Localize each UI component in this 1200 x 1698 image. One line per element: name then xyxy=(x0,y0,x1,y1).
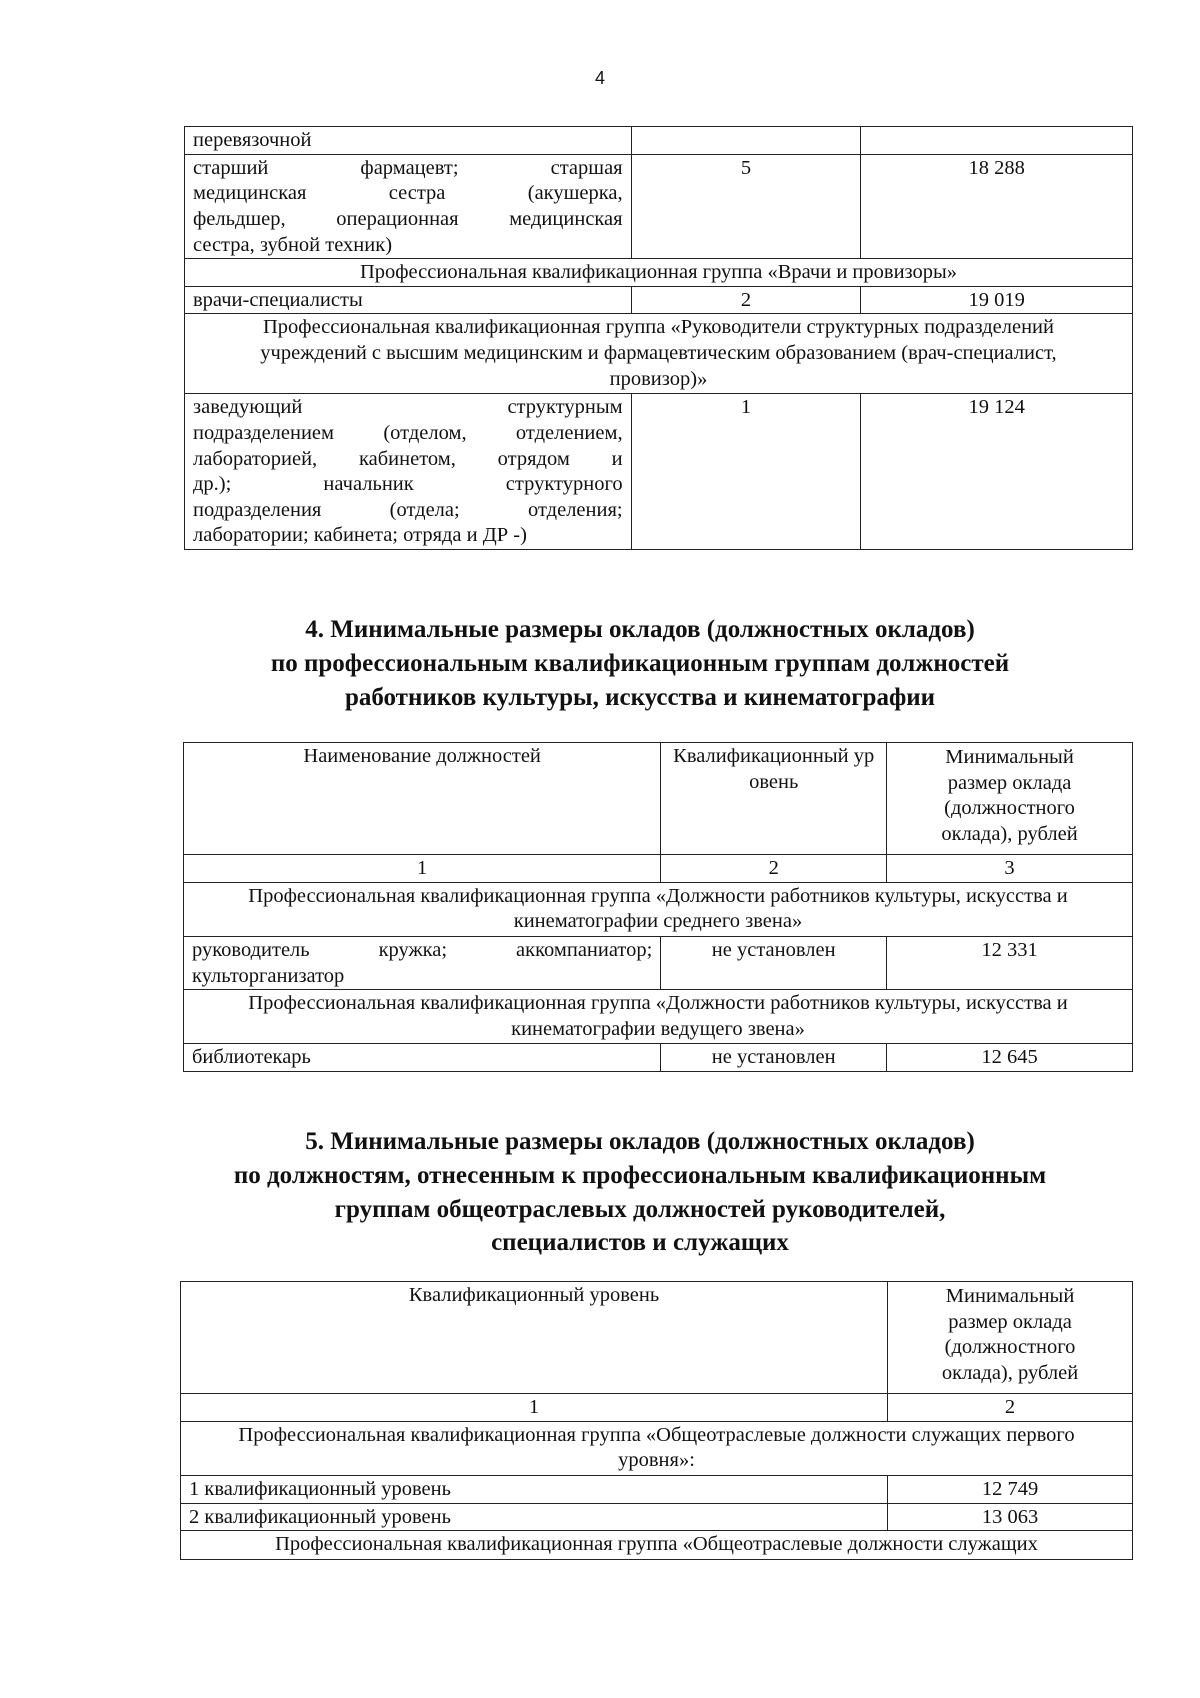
salary-value: 19 019 xyxy=(861,286,1133,314)
section-4-title xyxy=(150,613,1130,714)
group-title: Профессиональная квалификационная группа «Общеотраслевые должности служащих первого уровня»: xyxy=(181,1421,1133,1475)
position-name-line: подразделения (отдела; отделения; xyxy=(193,498,623,521)
position-name-line: лаборатории; кабинета; отряда и ДР -) xyxy=(193,524,527,547)
group-row xyxy=(184,990,1133,1044)
qualification-level xyxy=(631,127,861,155)
qualification-level: не установлен xyxy=(661,936,887,989)
position-name-line: старший фармацевт; старшая xyxy=(193,156,623,179)
table-row xyxy=(181,1475,1133,1503)
group-title: Профессиональная квалификационная группа «Должности работников культуры, искусства и кинематографии среднего звена» xyxy=(184,882,1133,936)
table-row xyxy=(181,1503,1133,1531)
qualification-level: 5 xyxy=(631,154,861,259)
salary-value: 12 645 xyxy=(887,1044,1133,1072)
column-number: 3 xyxy=(887,855,1133,883)
group-row xyxy=(185,259,1133,287)
position-name-line: заведующий структурным xyxy=(193,396,623,419)
position-name: врачи-специалисты xyxy=(185,286,632,314)
position-name-line: руководитель кружка; аккомпаниатор; xyxy=(192,938,653,961)
column-number: 1 xyxy=(181,1394,888,1422)
header-level: Квалификационный уровень xyxy=(661,743,887,855)
title-line: по профессиональным квалификационным группам должностей xyxy=(270,649,1010,677)
position-name-line: медицинская сестра (акушерка, xyxy=(193,182,623,205)
salary-value xyxy=(861,127,1133,155)
position-name xyxy=(185,154,632,259)
column-number: 2 xyxy=(888,1394,1133,1422)
position-name-line: подразделением (отделом, отделением, xyxy=(193,421,623,444)
group-title: Профессиональная квалификационная группа «Общеотраслевые должности служащих xyxy=(181,1531,1133,1560)
position-name-line: фельдшер, операционная медицинская xyxy=(193,207,623,230)
header-position: Наименование должностей xyxy=(184,743,661,855)
position-name: перевязочной xyxy=(185,127,632,155)
salary-value: 12 749 xyxy=(888,1475,1133,1503)
page-number: 4 xyxy=(594,68,605,88)
qualification-level: 1 квалификационный уровень xyxy=(181,1475,888,1503)
table-medical-continuation xyxy=(184,126,1133,550)
header-salary: Минимальный размер оклада (должностного оклада), рублей xyxy=(887,743,1133,855)
position-name-line: культорганизатор xyxy=(192,964,345,987)
table-culture-salaries xyxy=(183,742,1133,1072)
table-row xyxy=(185,127,1133,155)
section-5-title xyxy=(150,1125,1130,1260)
qualification-level: 1 xyxy=(631,394,861,550)
group-title: Профессиональная квалификационная группа «Должности работников культуры, искусства и кинематографии ведущего звена» xyxy=(184,990,1133,1044)
position-name-line: др.); начальник структурного xyxy=(193,473,623,496)
column-number: 2 xyxy=(661,855,887,883)
title-line: специалистов и служащих xyxy=(491,1229,789,1257)
qualification-level: 2 xyxy=(631,286,861,314)
header-salary: Минимальный размер оклада (должностного оклада), рублей xyxy=(888,1282,1133,1394)
salary-value: 19 124 xyxy=(861,394,1133,550)
title-line: работников культуры, искусства и кинематографии xyxy=(344,683,936,711)
qualification-level: 2 квалификационный уровень xyxy=(181,1503,888,1531)
qualification-level: не установлен xyxy=(661,1044,887,1072)
header-level: Квалификационный уровень xyxy=(181,1282,888,1394)
title-line: 5. Минимальные размеры окладов (должностных окладов) xyxy=(305,1128,975,1155)
title-line: 4. Минимальные размеры окладов (должностных окладов) xyxy=(305,616,975,643)
position-name-line: лабораторией, кабинетом, отрядом и xyxy=(193,447,623,470)
title-line: группам общеотраслевых должностей руководителей, xyxy=(334,1195,946,1223)
table-row xyxy=(184,936,1133,989)
salary-value: 18 288 xyxy=(861,154,1133,259)
table-row xyxy=(185,286,1133,314)
title-line: по должностям, отнесенным к профессиональным квалификационным xyxy=(233,1161,1047,1189)
position-name: библиотекарь xyxy=(184,1044,661,1072)
column-number: 1 xyxy=(184,855,661,883)
group-row xyxy=(184,882,1133,936)
position-name-line: сестра, зубной техник) xyxy=(193,233,393,256)
salary-value: 12 331 xyxy=(887,936,1133,989)
position-name xyxy=(185,394,632,550)
column-number-row xyxy=(184,855,1133,883)
group-row xyxy=(185,314,1133,394)
group-row xyxy=(181,1421,1133,1475)
group-title: Профессиональная квалификационная группа «Врачи и провизоры» xyxy=(185,259,1133,287)
group-row xyxy=(181,1531,1133,1560)
salary-value: 13 063 xyxy=(888,1503,1133,1531)
table-row xyxy=(185,394,1133,550)
group-title: Профессиональная квалификационная группа «Руководители структурных подразделений учреждений с высшим медицинским и фармацевтическим образованием (врач-специалист, провизор)» xyxy=(185,314,1133,394)
table-general-salaries xyxy=(180,1281,1133,1560)
column-number-row xyxy=(181,1394,1133,1422)
table-row xyxy=(184,1044,1133,1072)
table-row xyxy=(185,154,1133,259)
position-name xyxy=(184,936,661,989)
header-row xyxy=(181,1282,1133,1394)
header-row xyxy=(184,743,1133,855)
